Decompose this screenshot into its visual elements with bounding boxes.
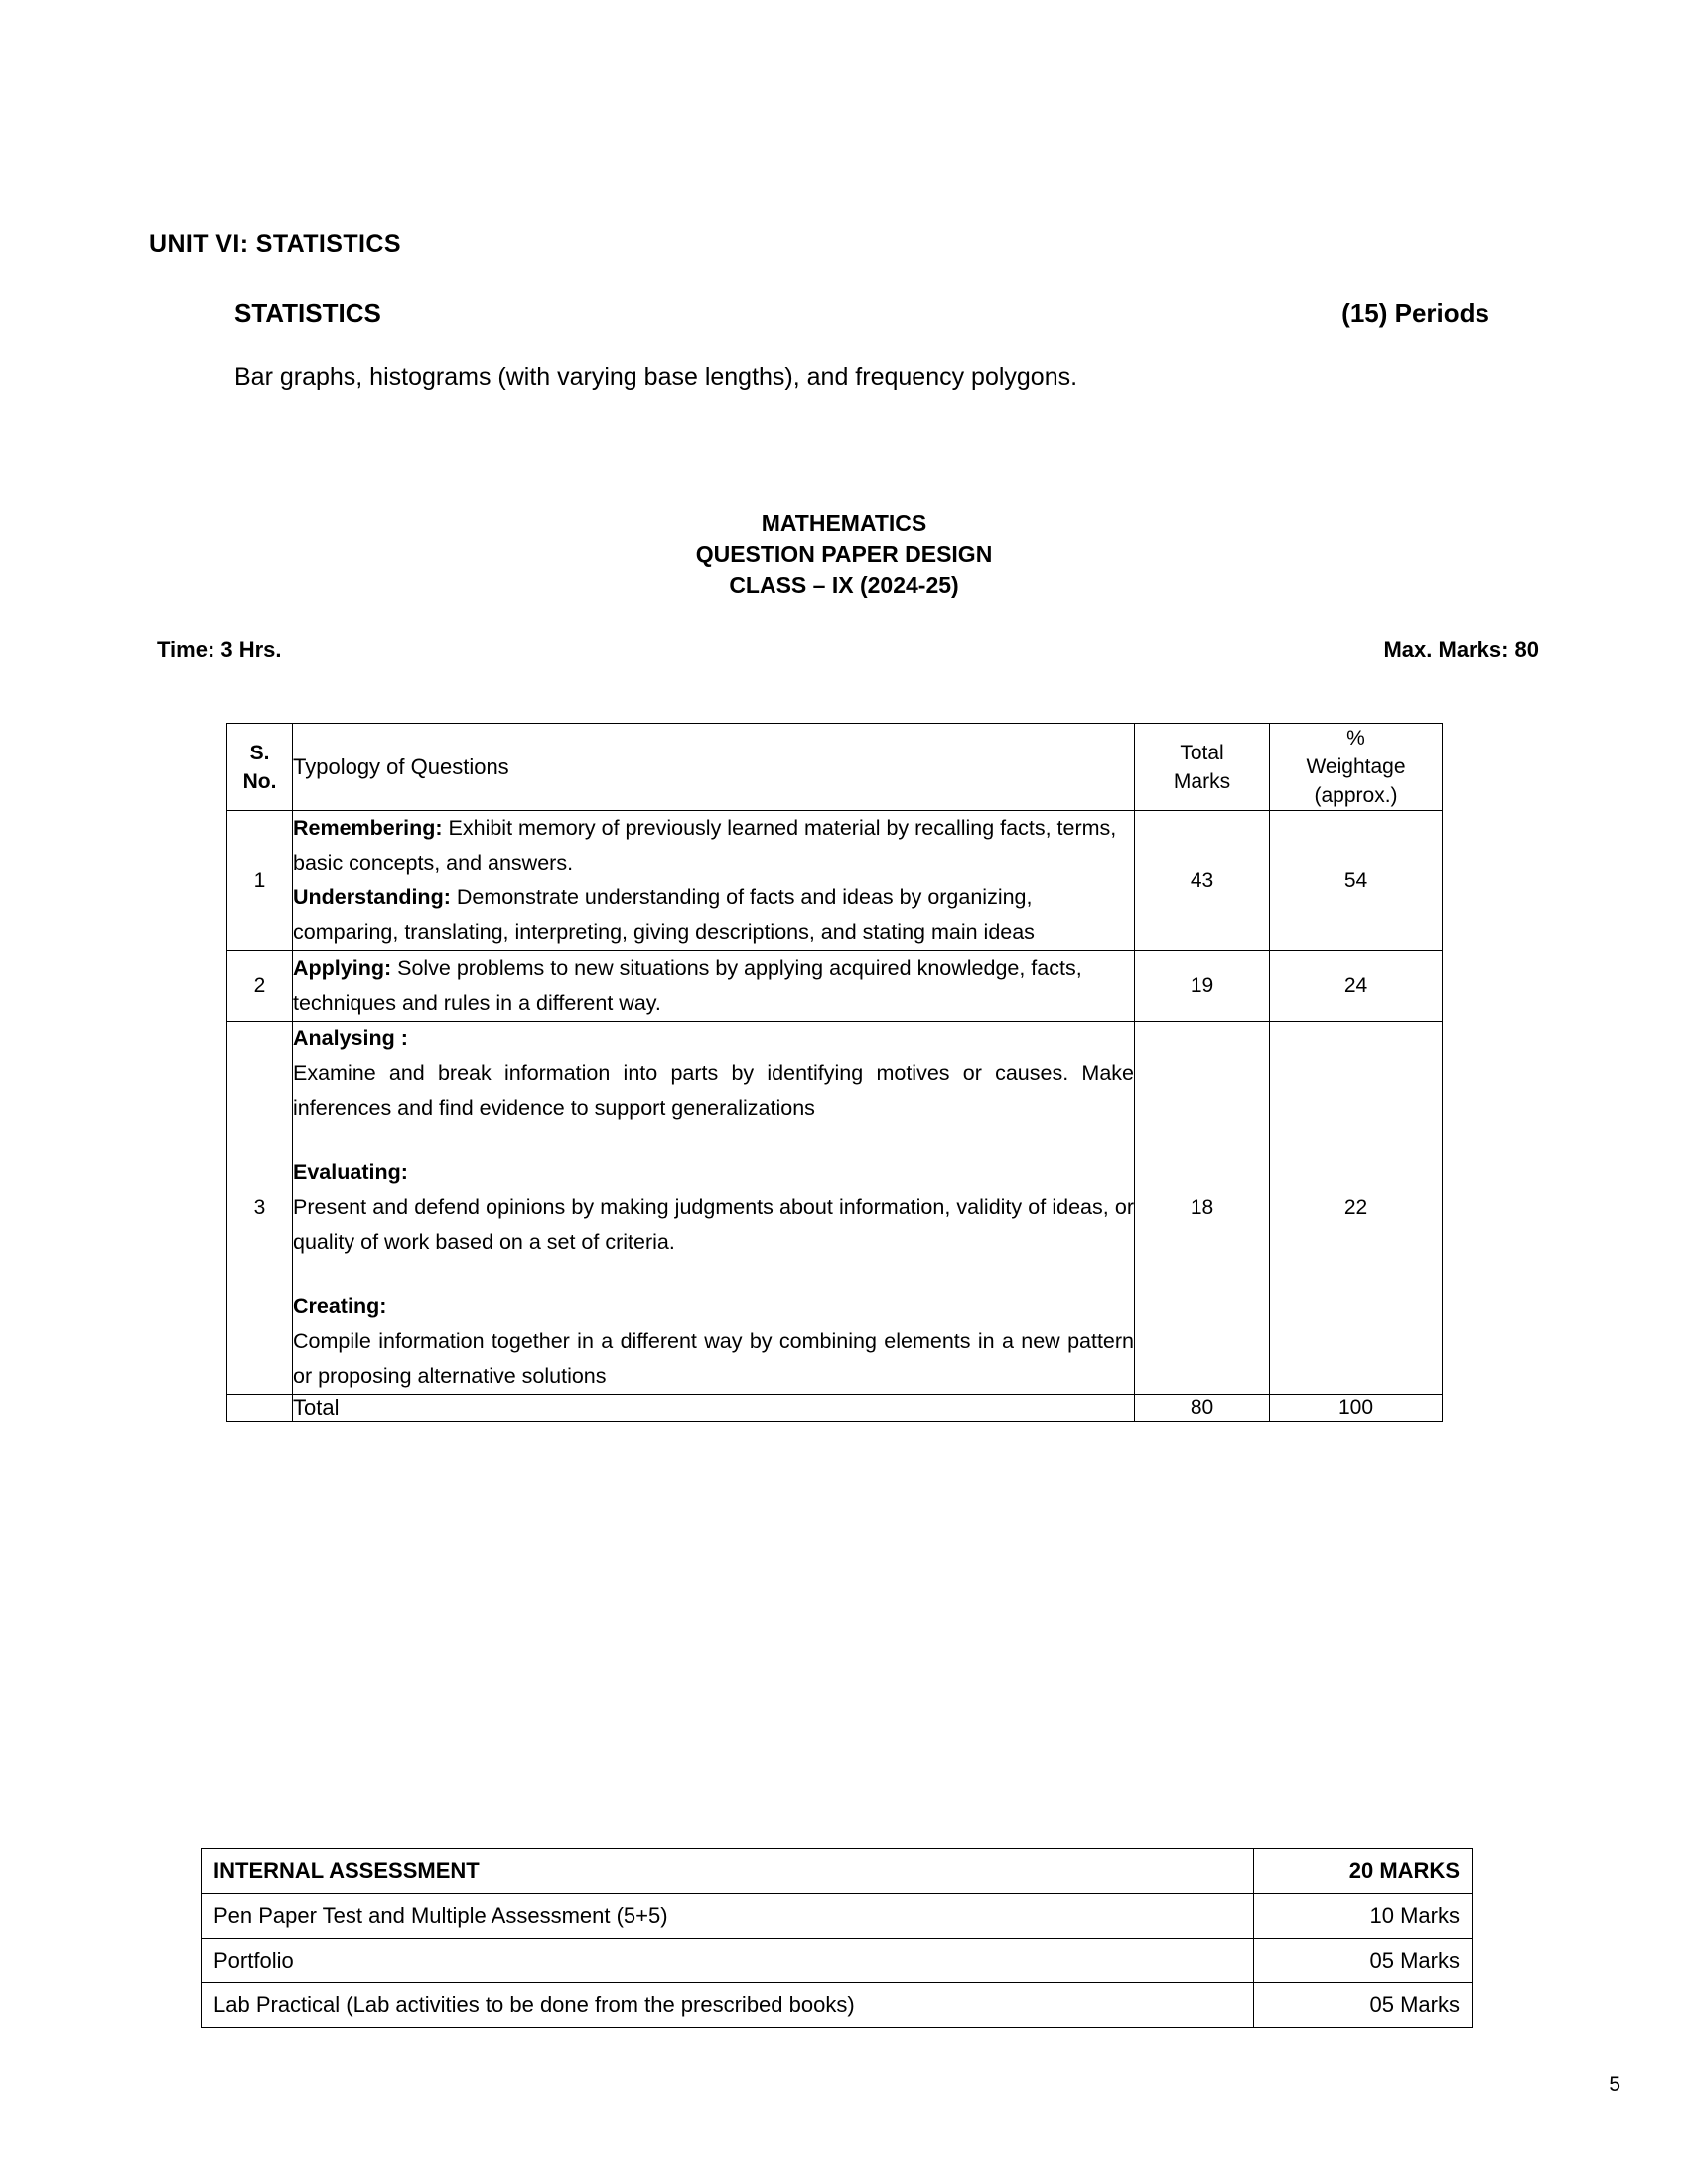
doc-heading-line-3: CLASS – IX (2024-25) — [729, 572, 959, 598]
total-row-label: Total — [293, 1395, 1135, 1422]
internal-assessment-table — [201, 1848, 1473, 2028]
header-total-marks — [1135, 724, 1270, 811]
row-1-block-1-label: Remembering: — [293, 816, 443, 840]
table-row — [202, 1939, 1473, 1983]
internal-assessment-title: INTERNAL ASSESSMENT — [202, 1849, 1254, 1894]
exam-meta-row — [157, 637, 1539, 663]
total-row-weightage: 100 — [1270, 1395, 1443, 1422]
ia-row-2-item: Portfolio — [202, 1939, 1254, 1983]
row-3-spacer-2 — [293, 1260, 1134, 1290]
header-sno-line1: S. — [249, 741, 270, 764]
header-weightage-line1: % — [1346, 727, 1365, 750]
header-typology: Typology of Questions — [293, 724, 1135, 811]
header-sno — [227, 724, 293, 811]
unit-subject-row — [234, 298, 1489, 329]
row-3-block-3-text: Compile information together in a different way by combining elements in a new pattern or proposing alternative solutions — [293, 1329, 1134, 1388]
row-2-typology — [293, 951, 1135, 1022]
row-2-block-1-text: Solve problems to new situations by applying acquired knowledge, facts, techniques and rules in a different way. — [293, 956, 1082, 1015]
row-3-block-3-label: Creating: — [293, 1295, 387, 1318]
ia-row-3-marks: 05 Marks — [1254, 1983, 1473, 2028]
exam-max-marks-label: Max. Marks: 80 — [1383, 637, 1539, 662]
row-1-block-1 — [293, 811, 1134, 881]
row-3-block-1-text: Examine and break information into parts by identifying motives or causes. Make inferences and find evidence to support generalizations — [293, 1061, 1134, 1120]
row-3-block-1-label: Analysing : — [293, 1026, 408, 1050]
unit-subject-label: STATISTICS — [234, 298, 381, 328]
row-3-block-2-label: Evaluating: — [293, 1160, 408, 1184]
row-3-spacer-1 — [293, 1126, 1134, 1156]
ia-row-3-item: Lab Practical (Lab activities to be done from the prescribed books) — [202, 1983, 1254, 2028]
table-row — [227, 951, 1443, 1022]
row-1-block-2-text: Demonstrate understanding of facts and ideas by organizing, comparing, translating, interpreting, giving descriptions, and stating main ideas — [293, 886, 1035, 944]
header-sno-line2: No. — [242, 769, 277, 793]
internal-assessment-header-row — [202, 1849, 1473, 1894]
table-header-row — [227, 724, 1443, 811]
table-row — [227, 811, 1443, 951]
row-3-sno: 3 — [227, 1022, 293, 1395]
question-paper-design-table — [226, 723, 1443, 1422]
row-2-block-1-label: Applying: — [293, 956, 392, 980]
ia-row-1-marks: 10 Marks — [1254, 1894, 1473, 1939]
unit-heading: UNIT VI: STATISTICS — [149, 230, 401, 258]
exam-time-label: Time: 3 Hrs. — [157, 637, 282, 662]
header-weightage — [1270, 724, 1443, 811]
table-total-row — [227, 1395, 1443, 1422]
row-1-block-2-label: Understanding: — [293, 886, 451, 909]
row-2-weightage: 24 — [1270, 951, 1443, 1022]
header-total-marks-line2: Marks — [1173, 769, 1231, 793]
table-row — [227, 1022, 1443, 1395]
row-1-weightage: 54 — [1270, 811, 1443, 951]
table-row — [202, 1983, 1473, 2028]
row-3-total-marks: 18 — [1135, 1022, 1270, 1395]
row-1-block-1-text: Exhibit memory of previously learned material by recalling facts, terms, basic concepts, and answers. — [293, 816, 1117, 875]
ia-row-2-marks: 05 Marks — [1254, 1939, 1473, 1983]
document-heading-block — [0, 508, 1688, 601]
header-total-marks-line1: Total — [1180, 741, 1224, 764]
row-1-block-2 — [293, 881, 1134, 950]
header-weightage-line3: (approx.) — [1314, 784, 1398, 807]
row-2-block-1 — [293, 951, 1134, 1021]
row-3-block-2-text: Present and defend opinions by making judgments about information, validity of ideas, or quality of work based on a set of criteria. — [293, 1195, 1134, 1254]
unit-periods-label: (15) Periods — [1341, 298, 1489, 328]
total-row-total-marks: 80 — [1135, 1395, 1270, 1422]
total-row-sno — [227, 1395, 293, 1422]
internal-assessment-total-marks: 20 MARKS — [1254, 1849, 1473, 1894]
header-weightage-line2: Weightage — [1306, 755, 1406, 778]
row-3-block-2-label-line — [293, 1156, 1134, 1190]
row-3-weightage: 22 — [1270, 1022, 1443, 1395]
row-2-total-marks: 19 — [1135, 951, 1270, 1022]
row-3-block-3-label-line — [293, 1290, 1134, 1324]
row-1-typology — [293, 811, 1135, 951]
ia-row-1-item: Pen Paper Test and Multiple Assessment (5+5) — [202, 1894, 1254, 1939]
doc-heading-line-2: QUESTION PAPER DESIGN — [695, 541, 993, 567]
row-2-sno: 2 — [227, 951, 293, 1022]
row-1-sno: 1 — [227, 811, 293, 951]
row-3-block-1-label-line — [293, 1022, 1134, 1056]
table-row — [202, 1894, 1473, 1939]
row-1-total-marks: 43 — [1135, 811, 1270, 951]
unit-topics-text: Bar graphs, histograms (with varying base lengths), and frequency polygons. — [234, 363, 1078, 391]
doc-heading-line-1: MATHEMATICS — [761, 510, 927, 536]
page-number: 5 — [1609, 2073, 1620, 2096]
row-3-typology — [293, 1022, 1135, 1395]
